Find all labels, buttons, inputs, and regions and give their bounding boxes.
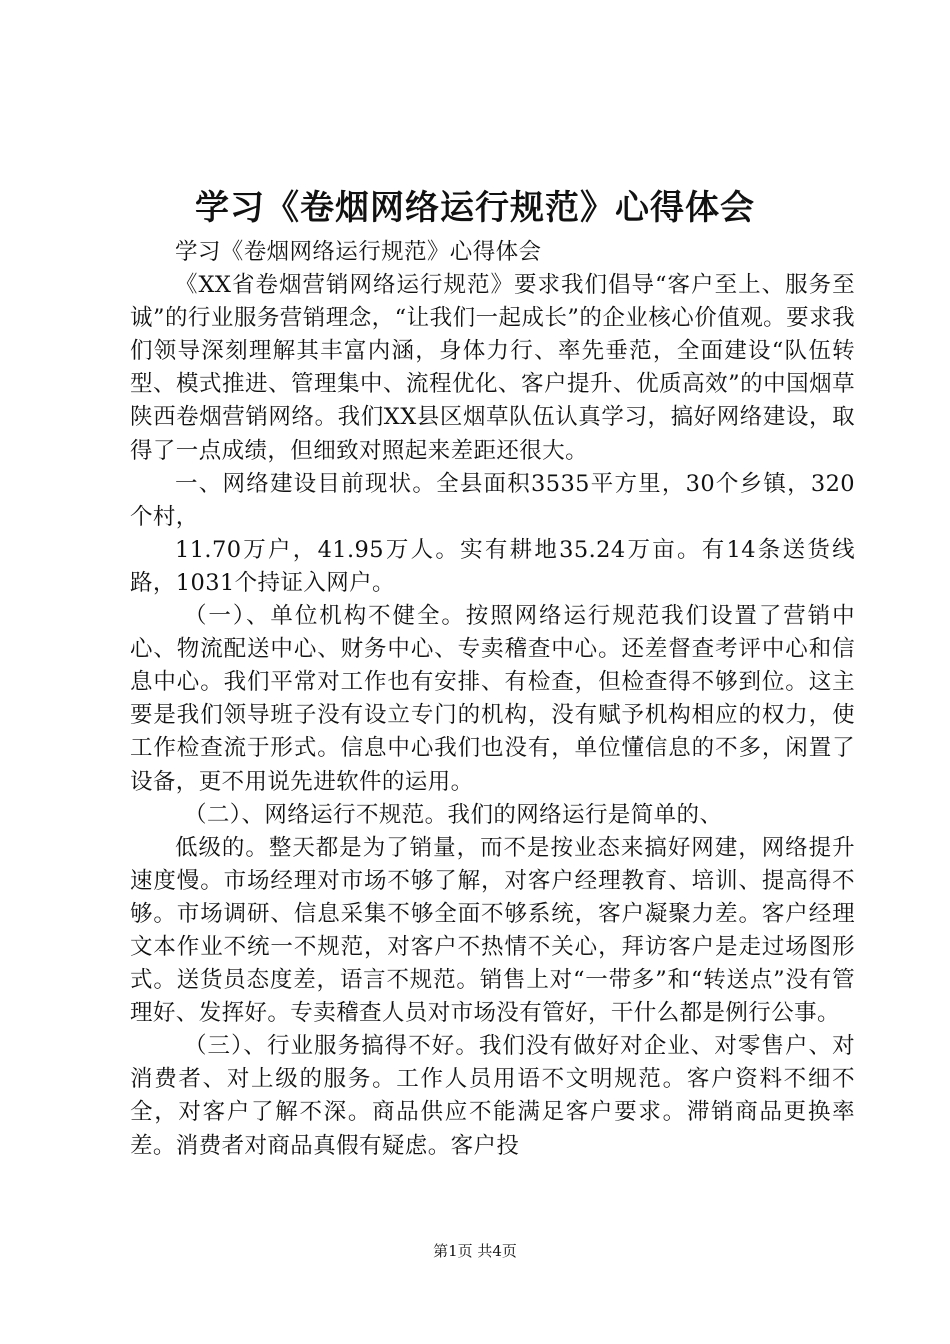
subsection-three-paragraph: （三）、行业服务搞得不好。我们没有做好对企业、对零售户、对消费者、对上级的服务。工作人员用语不文明规范。客户资料不细不全，对客户了解不深。商品供应不能满足客户要求。滞销商品更换率差。消费者对商品真假有疑虑。客户投 <box>130 1033 855 1159</box>
statistics-paragraph: 11.70万户，41.95万人。实有耕地35.24万亩。有14条送货线路，1031个持证入网户。 <box>130 536 855 596</box>
document-body <box>130 236 855 1163</box>
subtitle-paragraph: 学习《卷烟网络运行规范》心得体会 <box>175 239 542 265</box>
subsection-two-heading-paragraph: （二）、网络运行不规范。我们的网络运行是简单的、 <box>184 801 723 828</box>
page-footer: 第1页 共4页 <box>433 1242 517 1260</box>
section-one-paragraph: 一、网络建设目前现状。全县面积3535平方里，30个乡镇，320个村， <box>130 470 855 530</box>
subsection-one-paragraph: （一）、单位机构不健全。按照网络运行规范我们设置了营销中心、物流配送中心、财务中心、专卖稽查中心。还差督查考评中心和信息中心。我们平常对工作也有安排、有检查，但检查得不够到位。这主要是我们领导班子没有设立专门的机构，没有赋予机构相应的权力，使工作检查流于形式。信息中心我们也没有，单位懂信息的不多，闲置了设备，更不用说先进软件的运用。 <box>130 603 855 795</box>
subsection-two-paragraph: 低级的。整天都是为了销量，而不是按业态来搞好网建，网络提升速度慢。市场经理对市场不够了解，对客户经理教育、培训、提高得不够。市场调研、信息采集不够全面不够系统，客户凝聚力差。客户经理文本作业不统一不规范，对客户不热情不关心，拜访客户是走过场图形式。送货员态度差，语言不规范。销售上对“一带多”和“转送点”没有管理好、发挥好。专卖稽查人员对市场没有管好，干什么都是例行公事。 <box>130 834 855 1027</box>
document-title: 学习《卷烟网络运行规范》心得体会 <box>195 188 755 228</box>
intro-paragraph: 《XX省卷烟营销网络运行规范》要求我们倡导“客户至上、服务至诚”的行业服务营销理念，“让我们一起成长”的企业核心价值观。要求我们领导深刻理解其丰富内涵，身体力行、率先垂范，全面建设“队伍转型、模式推进、管理集中、流程优化、客户提升、优质高效”的中国烟草陕西卷烟营销网络。我们XX县区烟草队伍认真学习，搞好网络建设，取得了一点成绩，但细致对照起来差距还很大。 <box>130 272 855 464</box>
